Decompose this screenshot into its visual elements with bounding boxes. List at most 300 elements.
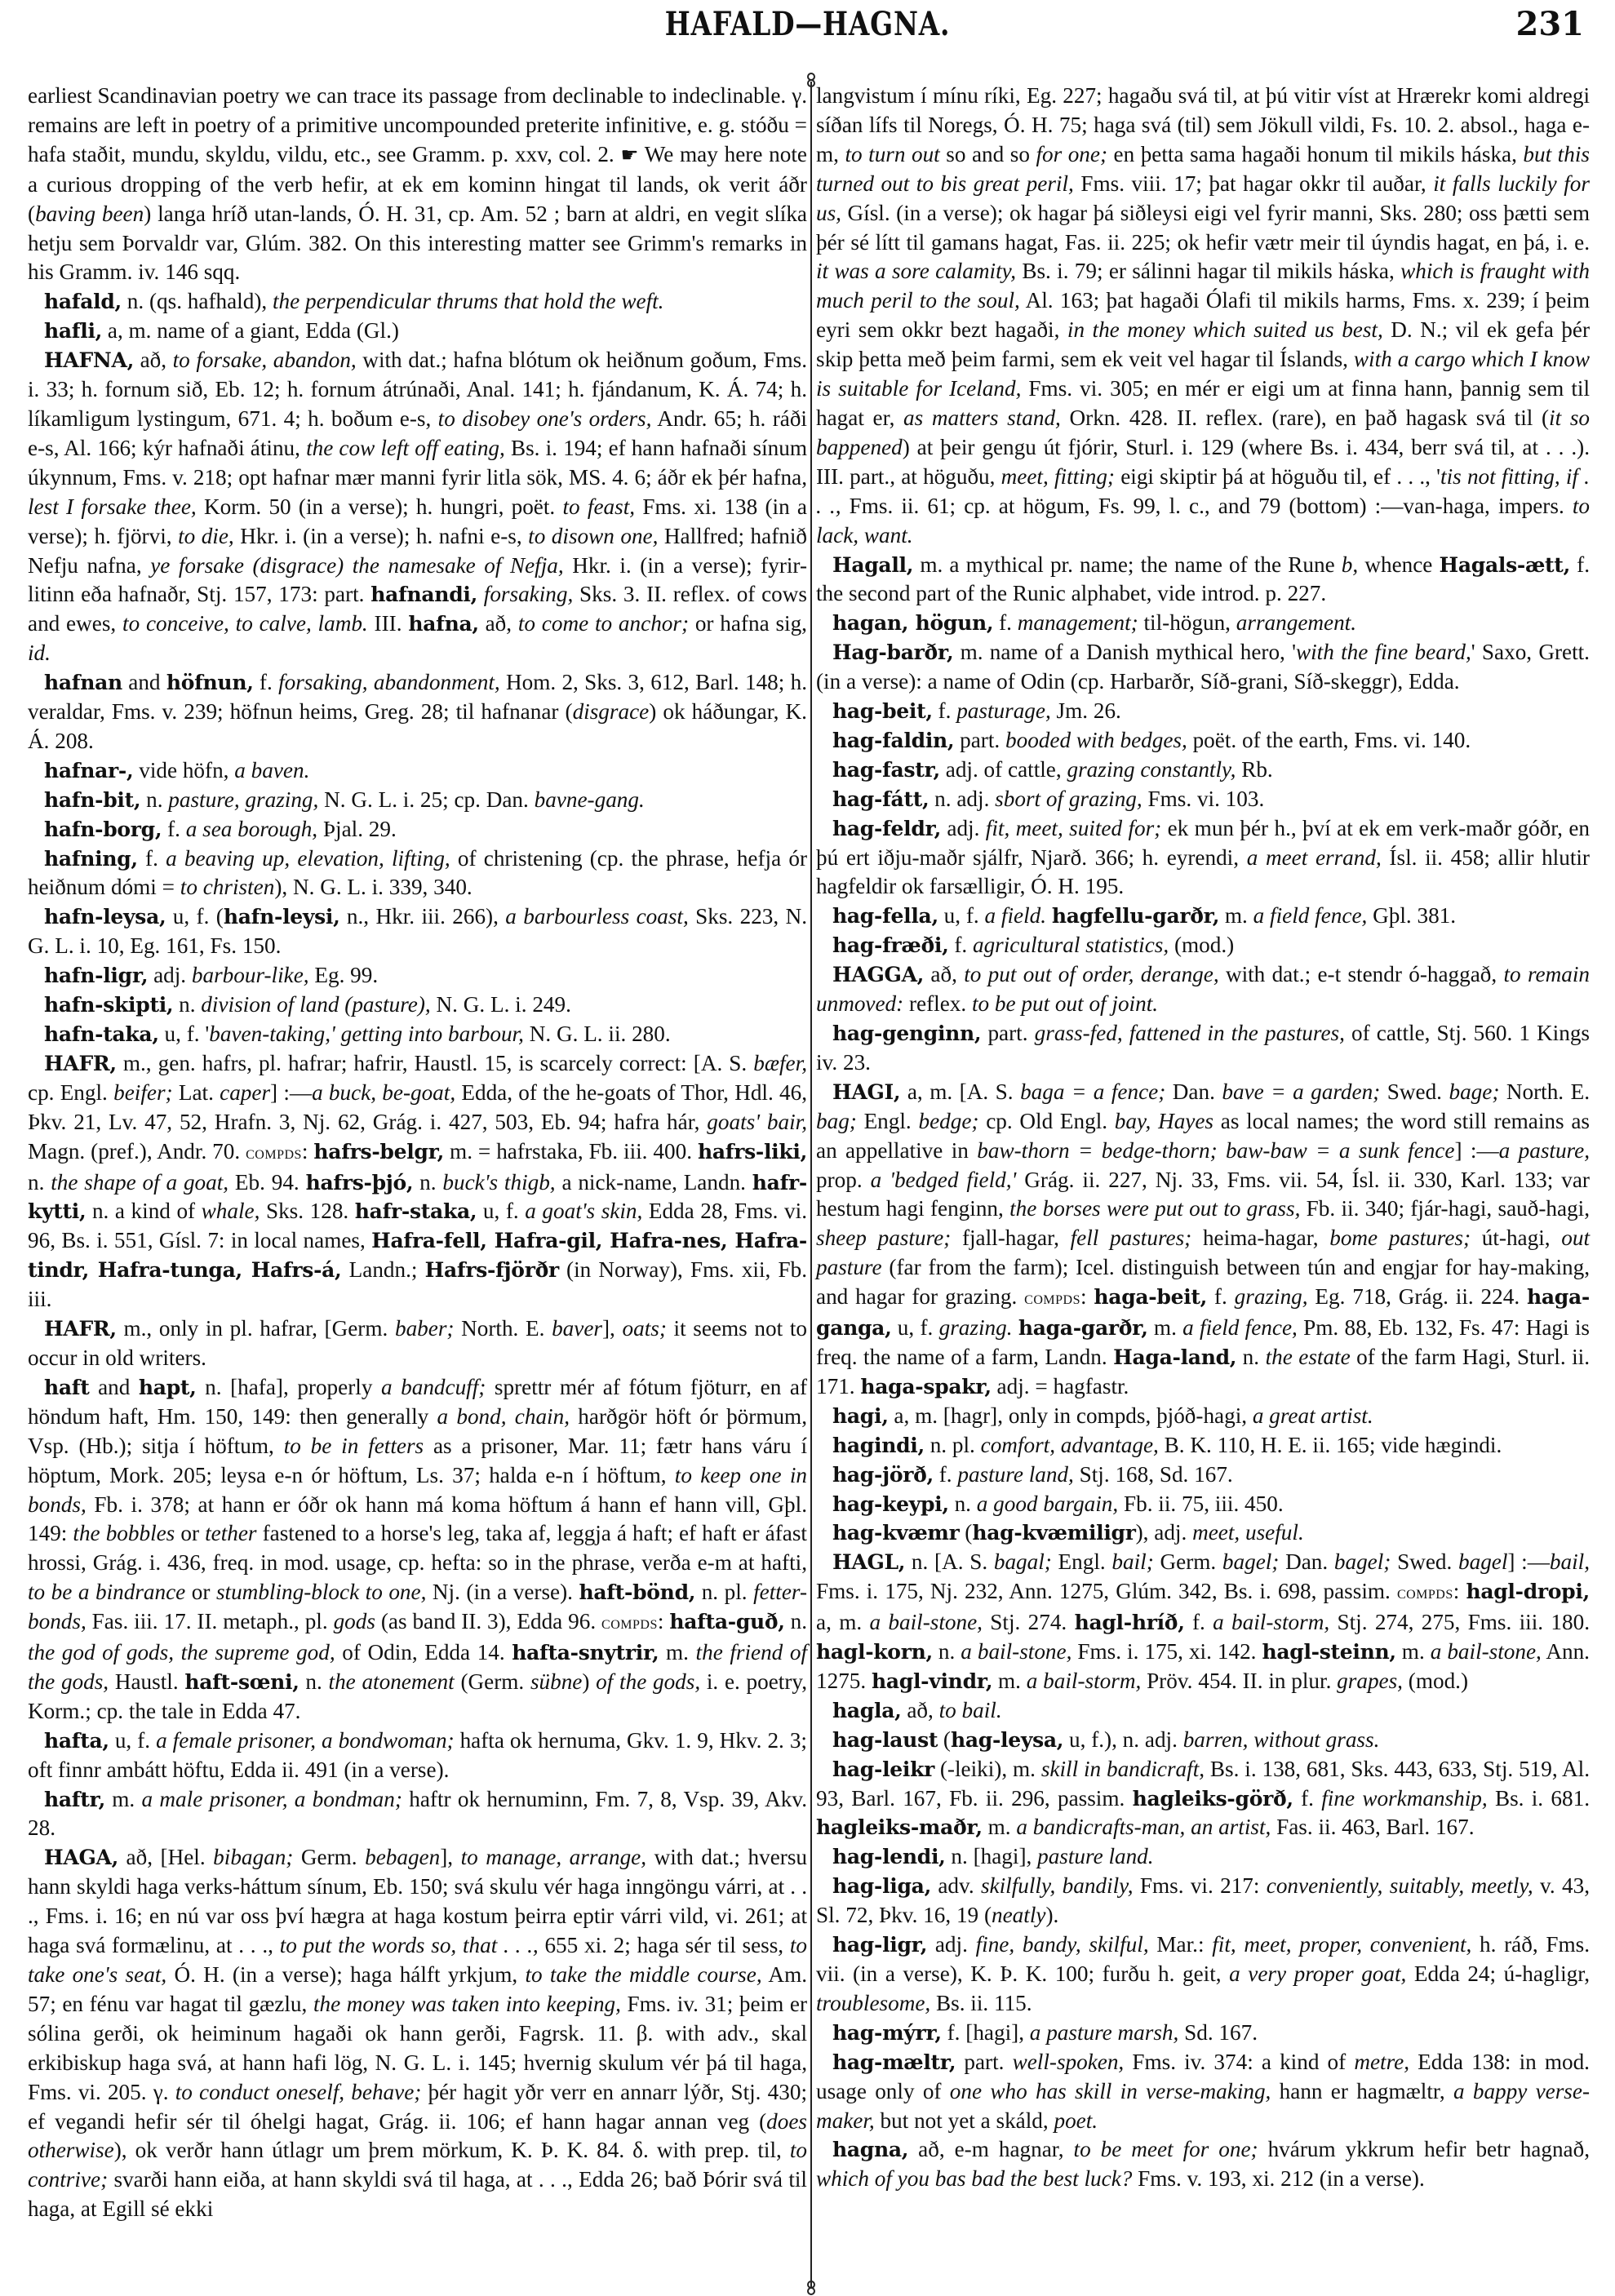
entry-text: n., Hkr. iii. 266),: [339, 904, 506, 929]
entry-text: (in Norway), Fms. xii, Fb. iii.: [28, 1257, 808, 1312]
entry-text: ek mun þér h., því at ek em verk-maðr góðr, en þú ert iðju-maðr sjálfr, Njarð. 366; h. eyrendi,: [816, 815, 1591, 870]
italic-gloss: a bail-stone,: [1430, 1639, 1542, 1664]
italic-gloss: to be meet for one;: [1073, 2137, 1258, 2162]
italic-gloss: of the gods,: [596, 1669, 701, 1694]
entry-text: Fas. ii. 463, Barl. 167.: [1271, 1815, 1475, 1840]
entry-text: m., gen. hafrs, pl. hafrar; hafrir, Haustl. 15, is scarcely correct: [A. S.: [116, 1050, 754, 1075]
headword: hag-liga,: [832, 1874, 931, 1899]
italic-gloss: poet.: [1054, 2108, 1098, 2133]
dictionary-entry: [28, 317, 807, 346]
entry-text: n.: [413, 1169, 443, 1195]
dictionary-entry: [816, 1078, 1590, 1402]
entry-text: Fms. iv. 31; þeim er sólina gerði, ok heiminum hagaði ok hann gerði, Fagrsk. 11. β. with adv., skal erkibiskup haga svá, at hann hafi lög, N. G. L. i. 145; hvernig skulum vér þá til haga, Fms. vi. 205. γ.: [28, 1991, 808, 2104]
entry-text: Eb. 94.: [228, 1169, 306, 1195]
italic-gloss: metre,: [1354, 2049, 1410, 2074]
entry-text: sprettr mér af fótum fjöturr, en af höndum haft, Hm. 150, 149: then generally: [28, 1374, 807, 1429]
entry-text: cp. Old Engl.: [978, 1108, 1115, 1133]
italic-gloss: division of land (pasture),: [201, 992, 431, 1017]
dictionary-entry: [28, 1373, 807, 1726]
entry-text: út-hagi,: [1471, 1226, 1562, 1251]
italic-gloss: neatly: [992, 1903, 1046, 1928]
dictionary-entry: [816, 2135, 1590, 2194]
headword: hag-faldin,: [832, 728, 955, 752]
entry-text: að, e-m hagnar,: [908, 2137, 1074, 2162]
entry-text: (: [938, 1726, 951, 1752]
left-column: [28, 82, 807, 2224]
italic-gloss: fit, meet, proper, convenient,: [1212, 1932, 1472, 1957]
italic-gloss: to be a bindrance: [28, 1580, 186, 1605]
entry-text: Bs. i. 79; er sálinni hagar til mikils háska,: [1016, 259, 1401, 284]
italic-gloss: to forsake, abandon,: [172, 348, 357, 373]
entry-text: f.: [162, 816, 186, 841]
dictionary-entry: [816, 2019, 1590, 2048]
entry-text: að,: [901, 1697, 939, 1722]
headword: hafnandi,: [370, 583, 477, 607]
entry-text: Swed.: [1380, 1079, 1449, 1104]
entry-text: fastened to a horse's leg, taka af, leggja á haft; ef haft er áfast hrossi, Grág. i. 436, freq. in mod. usage, cp. hefta: so in the phrase, verða e-m at hafti,: [28, 1521, 807, 1576]
italic-gloss: grazing.: [938, 1315, 1013, 1341]
italic-gloss: which of you bas bad the best luck?: [816, 2166, 1133, 2192]
headword: HAGA,: [44, 1846, 119, 1870]
italic-gloss: forsaking,: [477, 582, 574, 607]
italic-gloss: pasture land,: [957, 1461, 1074, 1487]
headword: hagla,: [832, 1698, 902, 1722]
headword: HAGL,: [832, 1550, 906, 1575]
entry-text: n. pl.: [695, 1580, 754, 1605]
headword: hag-fella,: [832, 904, 938, 929]
italic-gloss: to manage, arrange,: [460, 1845, 647, 1870]
entry-text: Sd. 167.: [1178, 2019, 1258, 2045]
entry-text: harðgör höft ór þörmum, Vsp. (Hb.); sitja í höftum,: [28, 1403, 808, 1458]
italic-gloss: a baven.: [234, 757, 310, 782]
dictionary-entry: [28, 1049, 807, 1314]
dictionary-entry: [816, 1490, 1590, 1519]
entry-text: Engl.: [856, 1108, 919, 1133]
entry-text: earliest Scandinavian poetry we can trace its passage from declinable to indeclinable. γ. remains are left in poetry of a primitive uncompounded preterite infinitive, e. g. stóðu = hafa staðit, mundu, skyldu, vildu, etc., see Gramm. p. xxv, col. 2.: [28, 83, 807, 166]
italic-gloss: it was a sore calamity,: [816, 259, 1016, 284]
headword: hafli,: [44, 319, 103, 344]
dictionary-entry: [816, 1402, 1590, 1431]
entry-text: (: [959, 1520, 973, 1545]
headword: hagl-vindr,: [871, 1669, 993, 1693]
italic-gloss: a field fence,: [1253, 903, 1368, 929]
entry-text: n.: [948, 1491, 977, 1516]
italic-gloss: a goat's skin,: [525, 1199, 643, 1224]
entry-text: Pm. 88, Eb. 132, Fs. 47: Hagi is freq. the name of a farm, Landn.: [816, 1315, 1591, 1369]
entry-text: Stj. 168, Sd. 167.: [1073, 1461, 1233, 1487]
entry-text: Bs. i. 681.: [1487, 1785, 1590, 1811]
entry-text: n.: [1236, 1344, 1266, 1369]
italic-gloss: does otherwise: [28, 2108, 807, 2163]
entry-text: m. name of a Danish mythical hero, ': [953, 640, 1296, 665]
entry-text: N. G. L. i. 249.: [430, 992, 571, 1017]
italic-gloss: it falls luckily for us,: [816, 171, 1590, 225]
italic-gloss: to feast,: [562, 494, 636, 519]
entry-text: f.: [253, 670, 279, 695]
entry-text: f.: [933, 1461, 958, 1487]
entry-text: of cattle, Stj. 560. 1 Kings iv. 23.: [816, 1021, 1590, 1075]
italic-gloss: bagel;: [1333, 1549, 1391, 1575]
headword: hafning,: [44, 846, 138, 871]
italic-gloss: oats;: [622, 1316, 667, 1341]
entry-text: Fb. i. 378; at hann er óðr ok hann má koma höftum á hann ef hann vill, Gþl. 149:: [28, 1492, 807, 1546]
italic-gloss: bag;: [816, 1108, 857, 1133]
italic-gloss: to contrive;: [28, 2138, 807, 2192]
entry-text: Hom. 2, Sks. 3, 612, Barl. 148; h. veraldar, Fms. v. 239; höfnun heims, Greg. 28; til hafnanar (: [28, 670, 808, 725]
entry-text: Edda, of the he-goats of Thor, Hdl. 46, Þkv. 21, Lv. 47, 52, Hrafn. 3, Nj. 62, Grág. i. 427, 503, Eb. 94; hafra hár,: [28, 1079, 808, 1134]
entry-text: Andr. 65; h. ráði e-s, Al. 166; kýr hafnaði átinu,: [28, 406, 807, 460]
dictionary-entry: [28, 346, 807, 668]
headword: hagan, högun,: [832, 611, 994, 636]
headword: HAGI,: [832, 1079, 901, 1104]
entry-text: m.: [1395, 1639, 1431, 1664]
entry-text: Fms. i. 175, xi. 142.: [1071, 1639, 1262, 1664]
entry-text: Fms. iv. 374: a kind of: [1124, 2049, 1355, 2074]
dictionary-entry: [28, 991, 807, 1020]
entry-text: Hkr. i. (in a verse); h. nafni e-s,: [233, 523, 529, 548]
page-header: [0, 5, 1615, 54]
headword: hagl-hríð,: [1074, 1611, 1185, 1635]
entry-text: fjall-hagar,: [951, 1226, 1071, 1251]
italic-gloss: which is fraught with much peril to the soul,: [816, 259, 1591, 313]
italic-gloss: a pasture,: [1498, 1137, 1590, 1163]
headword: hafn-ligr,: [44, 964, 149, 988]
entry-text: whence: [1358, 552, 1440, 577]
headword: haga-spakr,: [860, 1374, 992, 1398]
entry-text: Sks. 223, N. G. L. i. 10, Eg. 161, Fs. 150.: [28, 904, 807, 959]
headword: hag-leysa,: [950, 1727, 1064, 1752]
headword: hafnar-,: [44, 758, 134, 782]
italic-gloss: well-spoken,: [1012, 2049, 1125, 2074]
entry-text: u, f.), n. adj.: [1063, 1726, 1183, 1752]
entry-text: ), ok verðr hann útlagr um þrem mörkum, K. Þ. K. 84. δ. with prep. til,: [113, 2138, 790, 2163]
entry-text: en þetta sama hagaði honum til mikils háska,: [1107, 141, 1524, 166]
headword: hafr-staka,: [354, 1199, 477, 1224]
entry-text: Al. 163; þat hagaði Ólafi til mikils harms, Fms. x. 239; í þeim eyri sem okkr bezt hagaði,: [816, 288, 1591, 343]
entry-text: m.: [1147, 1315, 1183, 1341]
headword: hagleiks-görð,: [1132, 1786, 1293, 1811]
italic-gloss: troublesome,: [816, 1990, 931, 2015]
entry-text: adj.: [941, 815, 986, 840]
headword: hafn-leysa,: [44, 905, 166, 929]
entry-text: Landn.;: [341, 1257, 425, 1283]
entry-text: hann er hagmæltr,: [1271, 2078, 1453, 2103]
headword: hag-jörð,: [832, 1462, 934, 1487]
headword: hag-genginn,: [832, 1022, 982, 1045]
entry-text: svarði hann eiða, at hann skyldi svá til haga, at . . ., Edda 26; bað Þórir svá til haga, at Egill sé ekki: [28, 2167, 807, 2222]
headword: hagi,: [832, 1403, 889, 1428]
entry-text: or: [175, 1521, 206, 1546]
entry-text: Stj. 274.: [982, 1610, 1075, 1635]
italic-gloss: a field fence,: [1182, 1315, 1298, 1341]
entry-text: Jm. 26.: [1050, 698, 1121, 724]
italic-gloss: the borses were put out to grass,: [1009, 1196, 1301, 1221]
entry-text: Dan.: [1279, 1549, 1334, 1575]
entry-text: n.: [932, 1639, 961, 1664]
italic-gloss: in the money which suited us best,: [1067, 317, 1383, 343]
italic-gloss: a bandcuff;: [380, 1374, 486, 1399]
entry-text: D. N.; vil ek gefa þér skip þetta með þeim farmi, sem ek veit vel hagar til Íslands,: [816, 317, 1590, 372]
italic-gloss: comfort, advantage,: [980, 1432, 1159, 1457]
entry-text: a, m.: [816, 1610, 870, 1635]
entry-text: m.: [992, 1668, 1027, 1693]
entry-text: n.: [173, 992, 202, 1017]
italic-gloss: tis not fitting, if . . .,: [816, 463, 1590, 518]
entry-text: and: [89, 1374, 139, 1399]
headword: haft: [44, 1375, 90, 1399]
italic-gloss: pasture, grazing,: [168, 787, 319, 812]
entry-text: cp. Engl.: [28, 1079, 114, 1105]
entry-text: f.: [1184, 1610, 1213, 1635]
entry-text: f. the second part of the Runic alphabet, vide introd. p. 227.: [816, 552, 1590, 606]
entry-text: Edda 138: in mod. usage only of: [816, 2049, 1590, 2103]
italic-gloss: the cow left off eating,: [306, 435, 505, 460]
headword: hafn-leysi,: [223, 905, 340, 929]
entry-text: að,: [478, 611, 518, 636]
italic-gloss: arrangement.: [1236, 610, 1357, 636]
dictionary-entry: [28, 815, 807, 844]
italic-gloss: to conceive, to calve, lamb.: [122, 611, 368, 636]
italic-gloss: a good bargain,: [976, 1491, 1119, 1516]
dictionary-entry: [816, 1518, 1590, 1548]
headword: hafta,: [44, 1728, 109, 1753]
dictionary-entry: [816, 1872, 1590, 1930]
entry-text: n. [A. S.: [905, 1549, 994, 1575]
entry-text: adj. = hagfastr.: [991, 1373, 1129, 1398]
entry-text: as local names; the word still remains as an appellative in: [816, 1108, 1590, 1163]
italic-gloss: a male prisoner, a bondman;: [141, 1786, 402, 1811]
entry-text: ' Saxo, Grett. (in a verse): a name of Odin (cp. Harbarðr, Síð-grani, Síð-skeggr), Edda.: [816, 640, 1590, 694]
entry-text: Eg. 99.: [308, 963, 379, 988]
italic-gloss: a field.: [984, 903, 1047, 929]
entry-text: a nick-name, Landn.: [555, 1169, 752, 1195]
italic-gloss: bedge;: [918, 1108, 979, 1133]
entry-text: part.: [956, 2049, 1013, 2074]
dictionary-entry: [816, 1548, 1590, 1696]
entry-text: Germ.: [1153, 1549, 1222, 1575]
headword: HAFR,: [44, 1051, 117, 1075]
dictionary-entry: [816, 1019, 1590, 1078]
entry-text: B. K. 110, H. E. ii. 165; vide hægindi.: [1158, 1432, 1502, 1457]
entry-text: til-högun,: [1138, 610, 1236, 636]
dictionary-entry: [816, 2048, 1590, 2136]
italic-gloss: booded with bedges,: [1005, 727, 1187, 752]
dictionary-entry: [28, 786, 807, 815]
headword: HAFNA,: [44, 348, 134, 373]
entry-text: :: [1080, 1284, 1094, 1310]
entry-text: ],: [440, 1845, 461, 1870]
entry-text: að,: [924, 962, 965, 987]
entry-text: Fms. vi. 103.: [1142, 786, 1265, 811]
italic-gloss: bave = a garden;: [1222, 1079, 1381, 1104]
italic-gloss: baw-thorn = bedge-thorn; baw-baw = a sunk fence: [977, 1137, 1455, 1163]
headword: hafn-taka,: [44, 1022, 159, 1046]
italic-gloss: the bobbles: [73, 1521, 175, 1546]
entry-text: or hafna sig,: [689, 611, 807, 636]
entry-text: poët. of the earth, Fms. vi. 140.: [1187, 727, 1471, 752]
entry-text: Ann. 1275.: [816, 1639, 1590, 1693]
entry-text: Am. 57; en fénu var hagat til gæzlu,: [28, 1962, 808, 2016]
italic-gloss: a bail-storm,: [1213, 1610, 1330, 1635]
entry-text: ), N. G. L. i. 339, 340.: [274, 875, 473, 900]
entry-text: Haustl.: [109, 1669, 185, 1694]
entry-text: Gísl. (in a verse); ok hagar þá siðleysi eigi vel fyrir manni, Sks. 280; oss þætti sem þér sé lítt til gamans hagat, Fas. ii. 225; ok hefir vætr meir til úyndis hagat, en þá, i. e.: [816, 200, 1590, 255]
entry-text: Fms. i. 175, Nj. 232, Ann. 1275, Glúm. 342, Bs. i. 698, passim.: [816, 1579, 1397, 1604]
headword: HAGGA,: [832, 963, 925, 987]
italic-gloss: fetter-bonds,: [28, 1580, 808, 1634]
entry-text: f.: [948, 933, 973, 958]
entry-text: u, f.: [891, 1315, 939, 1341]
italic-gloss: barren, without grass.: [1182, 1726, 1380, 1752]
italic-gloss: a bond, chain,: [437, 1403, 570, 1429]
headword: hag-kvæmr: [832, 1521, 960, 1545]
headword: hafrs-liki,: [697, 1139, 807, 1164]
italic-gloss: agricultural statistics,: [972, 933, 1169, 958]
headword: Hafra-fell, Hafra-gil, Hafra-nes, Hafra-tindr, Hafra-tunga, Hafrs-á,: [28, 1229, 807, 1283]
entry-text: Ísl. ii. 458; allir hlutir hagfeldir ok farsælligir, Ó. H. 195.: [816, 844, 1590, 899]
italic-gloss: a bappy verse-maker,: [816, 2078, 1591, 2133]
italic-gloss: baven-taking,' getting into barbour,: [209, 1022, 524, 1046]
italic-gloss: the perpendicular thrums that hold the weft.: [272, 289, 664, 314]
entry-text: and: [122, 670, 166, 695]
entry-text: Bs. i. 194; ef hann hafnaði sínum úkynnum, Fms. v. 218; opt hafnar mær manni fyrir litla sök, MS. 4. 6; áðr ek þér hafna,: [28, 435, 807, 490]
headword: hag-feldr,: [832, 816, 942, 840]
entry-text: Nj. (in a verse).: [426, 1580, 579, 1605]
entry-text: i. e. poetry, Korm.; cp. the tale in Edda 47.: [28, 1669, 808, 1723]
dictionary-entry: [816, 1696, 1590, 1726]
italic-gloss: bagel: [1458, 1549, 1508, 1575]
dictionary-entry: [816, 1842, 1590, 1872]
page-number: 231: [1515, 5, 1584, 43]
headword: haft-bönd,: [579, 1580, 696, 1605]
entry-text: n.: [28, 1169, 51, 1195]
italic-gloss: to turn out: [845, 141, 940, 166]
italic-gloss: to be put out of joint.: [971, 991, 1159, 1017]
entry-text: a, m. name of a giant, Edda (Gl.): [102, 318, 399, 344]
entry-text: Engl.: [1051, 1549, 1112, 1575]
italic-gloss: bage;: [1449, 1079, 1500, 1104]
italic-gloss: the estate: [1265, 1344, 1351, 1369]
entry-text: Mar.:: [1148, 1932, 1213, 1957]
headword: hafrs-þjó,: [305, 1170, 414, 1195]
italic-gloss: to conduct oneself, behave;: [175, 2079, 422, 2104]
italic-gloss: conveniently, suitably, meetly,: [1266, 1873, 1533, 1899]
entry-text: langvistum í mínu ríki, Eg. 227; hagaðu svá til, at þú vitir víst at Hrærekr komi aldregi síðan lífs til Noregs, Ó. H. 75; haga svá (til) sem Jökull vildi, Fs. 10. 2. absol., haga e-m,: [816, 83, 1590, 166]
entry-text: h. ráð, Fms. vii. (in a verse), K. Þ. K. 100; furðu h. geit,: [816, 1932, 1591, 1986]
entry-text: Swed.: [1391, 1549, 1458, 1575]
headword: hag-laust: [832, 1727, 938, 1752]
headword: HAFR,: [44, 1317, 117, 1341]
italic-gloss: a bandicrafts-man, an artist,: [1016, 1815, 1271, 1840]
headword: hafald,: [44, 290, 122, 314]
italic-gloss: the god of gods, the supreme god,: [28, 1640, 335, 1665]
compounds-label: compds: [246, 1141, 302, 1164]
entry-text: Pröv. 454. II. in plur.: [1141, 1668, 1338, 1693]
entry-text: m.: [982, 1815, 1017, 1840]
entry-text: ) ok háðungar, K. Á. 208.: [28, 699, 807, 753]
italic-gloss: meet, useful.: [1192, 1520, 1304, 1545]
headword: hapt,: [138, 1375, 197, 1399]
italic-gloss: goats' bair,: [707, 1109, 807, 1134]
dictionary-entry: [816, 1726, 1590, 1755]
entry-text: u, f. ': [158, 1022, 210, 1046]
italic-gloss: a buck, be-goat,: [312, 1079, 456, 1105]
italic-gloss: bæfer,: [753, 1050, 807, 1075]
headword: hafta-guð,: [669, 1610, 785, 1634]
entry-text: part.: [954, 727, 1006, 752]
entry-text: Fb. ii. 75, iii. 450.: [1118, 1491, 1284, 1516]
entry-text: Sks. 3. II. reflex. of cows and ewes,: [28, 582, 807, 636]
dictionary-entry: [28, 1726, 807, 1785]
italic-gloss: baga = a fence;: [1020, 1079, 1166, 1104]
entry-text: of the farm Hagi, Sturl. ii. 171.: [816, 1344, 1591, 1398]
italic-gloss: a pasture marsh,: [1029, 2019, 1179, 2045]
italic-gloss: lest I forsake thee,: [28, 494, 197, 519]
italic-gloss: a bail-storm,: [1026, 1668, 1142, 1693]
dictionary-entry: [816, 1930, 1590, 2019]
entry-text: hvárum ykkrum hefir betr hagnað,: [1258, 2137, 1590, 2162]
italic-gloss: skill in bandicraft,: [1040, 1756, 1205, 1781]
entry-text: n. [hafa], properly: [196, 1374, 381, 1399]
entry-text: n. pl.: [924, 1432, 981, 1457]
italic-gloss: with the fine beard,: [1296, 640, 1471, 665]
entry-text: of Odin, Edda 14.: [335, 1640, 512, 1665]
italic-gloss: to bail.: [938, 1697, 1002, 1722]
dictionary-entry: [816, 931, 1590, 960]
dictionary-entry: [28, 1843, 807, 2224]
italic-gloss: to take one's seat,: [28, 1933, 807, 1987]
italic-gloss: disgrace: [572, 699, 650, 725]
entry-text: n. a kind of: [86, 1199, 202, 1224]
entry-text: (-leiki), m.: [934, 1756, 1041, 1781]
italic-gloss: as matters stand,: [903, 405, 1061, 430]
dictionary-entry: [816, 1755, 1590, 1843]
dictionary-entry: [816, 756, 1590, 785]
entry-text: reflex.: [903, 991, 972, 1017]
entry-text: Hkr. i. (in a verse); fyrir-litinn eða hafnaðr, Stj. 157, 173: part.: [28, 552, 807, 607]
entry-text: adv.: [931, 1873, 981, 1899]
entry-text: heima-hagar,: [1191, 1226, 1330, 1251]
entry-text: [1046, 903, 1052, 928]
fleuron-icon: [803, 2276, 819, 2296]
dictionary-entry: [28, 961, 807, 991]
italic-gloss: to put the words so, that . . .,: [279, 1933, 539, 1958]
entry-continuation: [816, 82, 1590, 551]
headword: haga-beit,: [1094, 1285, 1208, 1310]
italic-gloss: meet, fitting;: [1001, 463, 1115, 489]
entry-text: with dat.; hversu hann skyldi haga verks-háttum sínum, Eb. 150; svá skulu vér haga inngöngu várri, at . . ., Fms. i. 16; en nú var oss því hægra at haga kostum þeirra eptir várri vild, vi. 261; at haga svá formælinu, at . . .,: [28, 1845, 807, 1958]
italic-gloss: bagel;: [1222, 1549, 1280, 1575]
headword: hafr-kytti,: [28, 1170, 808, 1224]
italic-gloss: sheep pasture;: [816, 1226, 952, 1251]
entry-text: Rb.: [1236, 756, 1273, 782]
entry-text: ) langa hríð utan-lands, Ó. H. 31, cp. Am. 52 ; barn at aldri, en vegit slíka hetju sem Þorvaldr var, Glúm. 382. On this interesting matter see Grimm's remarks in his Gramm. iv. 146 sqq.: [28, 201, 807, 285]
compounds-label: compds: [1396, 1582, 1453, 1604]
entry-text: Orkn. 428. II. reflex. (rare), en það hagask svá til (: [1060, 405, 1550, 430]
headword: Haga-land,: [1113, 1345, 1237, 1369]
entry-text: Fms. ii. 61; cp. at högum, Fs. 99, l. c., and 79 (bottom) :—van-haga, impers.: [841, 493, 1573, 518]
dictionary-entry: [28, 668, 807, 756]
entry-text: Edda 28, Fms. vi. 96, Bs. i. 551, Gísl. 7: in local names,: [28, 1199, 807, 1253]
entry-text: Magn. (pref.), Andr. 70.: [28, 1138, 246, 1164]
headword: hag-lendi,: [832, 1845, 946, 1869]
entry-text: Fb. ii. 340; fjár-hagi, sauð-hagi,: [1300, 1196, 1590, 1221]
entry-text: m.: [104, 1786, 142, 1811]
entry-text: N. G. L. i. 25; cp. Dan.: [318, 787, 535, 812]
headword: hag-beit,: [832, 699, 933, 724]
entry-text: with dat.; e-t stendr ó-haggað,: [1218, 962, 1504, 987]
italic-gloss: bavne-gang.: [534, 787, 645, 812]
